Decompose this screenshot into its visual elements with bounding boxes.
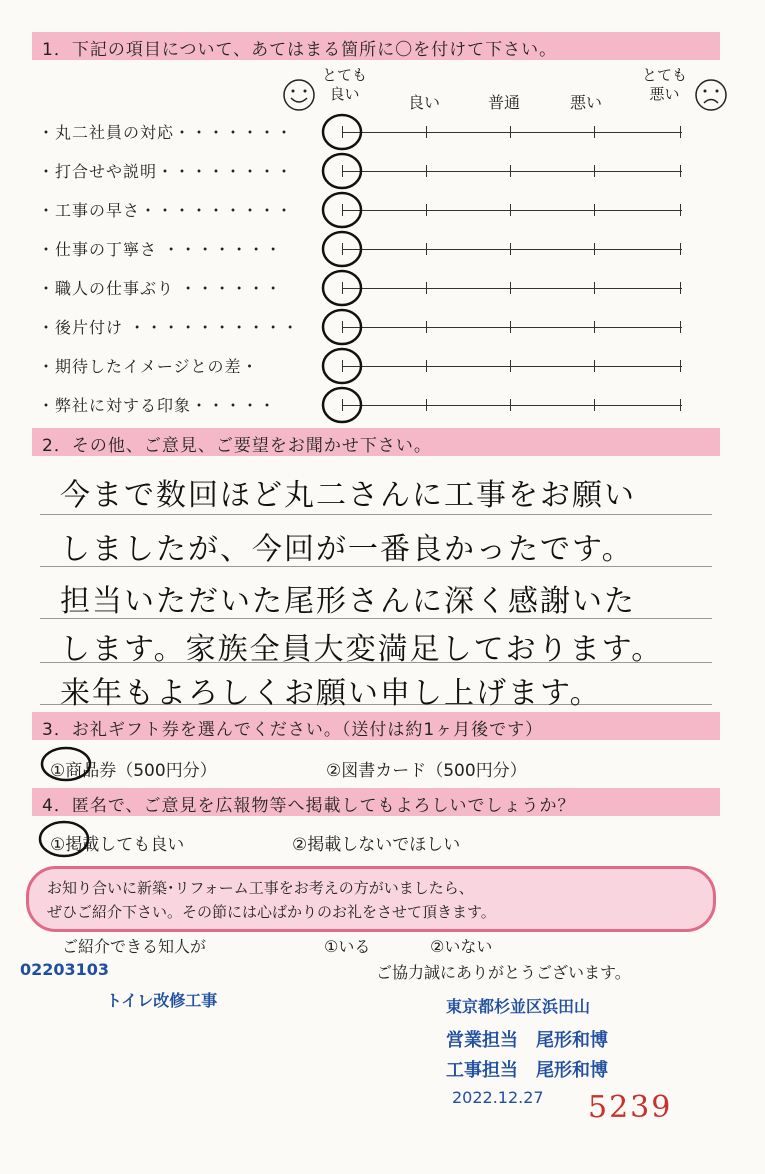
- rating-scale-line: [342, 249, 682, 250]
- rating-tick[interactable]: [680, 126, 681, 138]
- q2-band: [32, 428, 720, 456]
- rating-tick[interactable]: [510, 360, 511, 372]
- rating-tick[interactable]: [594, 204, 595, 216]
- scale-bad: 悪い: [570, 93, 603, 112]
- q3-heading: 3．お礼ギフト券を選んでください。（送付は約1ヶ月後です）: [42, 720, 544, 740]
- answer-line: 担当いただいた尾形さんに深く感謝いた: [60, 584, 636, 619]
- rating-selection-circle: [320, 346, 366, 386]
- rating-item-label: ・打合せや説明・・・・・・・・: [38, 162, 294, 181]
- notice-line-1: お知り合いに新築･リフォーム工事をお考えの方がいましたら、: [47, 879, 474, 897]
- rating-item-label: ・後片付け ・・・・・・・・・・: [38, 318, 300, 337]
- rating-tick[interactable]: [510, 399, 511, 411]
- rating-item-label: ・期待したイメージとの差・: [38, 357, 259, 376]
- work-type: トイレ改修工事: [106, 991, 218, 1010]
- date: 2022.12.27: [452, 1088, 544, 1107]
- rating-tick[interactable]: [510, 126, 511, 138]
- notice-box: [26, 866, 716, 932]
- smile-icon: [282, 78, 316, 112]
- ruled-line: [40, 514, 712, 515]
- rating-selection-circle: [320, 229, 366, 269]
- rating-tick[interactable]: [426, 126, 427, 138]
- rating-selection-circle: [320, 112, 366, 152]
- rating-scale-line: [342, 132, 682, 133]
- q2-heading: 2．その他、ご意見、ご要望をお聞かせ下さい。: [42, 436, 432, 456]
- rating-tick[interactable]: [594, 399, 595, 411]
- q3-option-2[interactable]: ②図書カード（500円分）: [326, 761, 527, 781]
- rating-tick[interactable]: [510, 204, 511, 216]
- rating-tick[interactable]: [680, 399, 681, 411]
- rating-item-label: ・丸二社員の対応・・・・・・・: [38, 123, 294, 142]
- rating-tick[interactable]: [680, 321, 681, 333]
- notice-line-2: ぜひご紹介下さい。その節には心ばかりのお礼をさせて頂きます。: [47, 903, 496, 921]
- rating-tick[interactable]: [680, 204, 681, 216]
- sheet-number: 5239: [588, 1090, 673, 1125]
- answer-line: しましたが、今回が一番良かったです。: [60, 532, 634, 567]
- rating-tick[interactable]: [510, 243, 511, 255]
- rating-scale-line: [342, 405, 682, 406]
- frown-icon: [694, 78, 728, 112]
- rating-tick[interactable]: [426, 399, 427, 411]
- referral-opt-1[interactable]: ①いる: [324, 937, 371, 956]
- rating-item-label: ・弊社に対する印象・・・・・: [38, 396, 277, 415]
- rating-tick[interactable]: [680, 243, 681, 255]
- rating-tick[interactable]: [680, 282, 681, 294]
- rating-selection-circle: [320, 307, 366, 347]
- rating-tick[interactable]: [426, 243, 427, 255]
- selection-circle: [38, 744, 98, 784]
- q3-option-1[interactable]: ①商品券（500円分）: [50, 761, 217, 781]
- rating-tick[interactable]: [594, 282, 595, 294]
- q3-band: [32, 712, 720, 740]
- q1-band: [32, 32, 720, 60]
- rating-tick[interactable]: [594, 360, 595, 372]
- rating-selection-circle: [320, 385, 366, 425]
- rating-item-label: ・仕事の丁寧さ ・・・・・・・: [38, 240, 283, 259]
- rating-scale-line: [342, 210, 682, 211]
- rating-tick[interactable]: [426, 165, 427, 177]
- answer-line: します。家族全員大変満足しております。: [60, 632, 664, 667]
- rating-tick[interactable]: [680, 360, 681, 372]
- rating-tick[interactable]: [426, 282, 427, 294]
- q4-option-1[interactable]: ①掲載しても良い: [50, 835, 185, 855]
- rating-selection-circle: [320, 190, 366, 230]
- rating-item-label: ・職人の仕事ぶり ・・・・・・: [38, 279, 283, 298]
- scale-very-good: とても 良い: [322, 66, 368, 103]
- rating-tick[interactable]: [510, 321, 511, 333]
- q4-heading: 4．匿名で、ご意見を広報物等へ掲載してもよろしいでしょうか？: [42, 796, 576, 816]
- construction-rep: 工事担当 尾形和博: [446, 1060, 608, 1081]
- sales-rep: 営業担当 尾形和博: [446, 1030, 608, 1051]
- q4-band: [32, 788, 720, 816]
- rating-tick[interactable]: [510, 282, 511, 294]
- selection-circle: [36, 818, 96, 860]
- rating-tick[interactable]: [594, 321, 595, 333]
- scale-neutral: 普通: [488, 93, 521, 112]
- rating-scale-line: [342, 366, 682, 367]
- q4-option-2[interactable]: ②掲載しないでほしい: [292, 835, 461, 855]
- thanks-text: ご協力誠にありがとうございます。: [376, 963, 631, 982]
- rating-tick[interactable]: [426, 321, 427, 333]
- scale-good: 良い: [408, 93, 441, 112]
- customer-id: 02203103: [20, 960, 110, 979]
- rating-tick[interactable]: [594, 243, 595, 255]
- rating-scale-line: [342, 327, 682, 328]
- rating-scale-line: [342, 288, 682, 289]
- rating-tick[interactable]: [426, 204, 427, 216]
- answer-line: 来年もよろしくお願い申し上げます。: [60, 676, 602, 711]
- rating-tick[interactable]: [594, 165, 595, 177]
- rating-tick[interactable]: [426, 360, 427, 372]
- rating-tick[interactable]: [510, 165, 511, 177]
- answer-line: 今まで数回ほど丸二さんに工事をお願い: [60, 478, 636, 513]
- q1-heading: 1．下記の項目について、あてはまる箇所に〇を付けて下さい。: [42, 40, 558, 60]
- rating-tick[interactable]: [594, 126, 595, 138]
- rating-tick[interactable]: [680, 165, 681, 177]
- rating-selection-circle: [320, 151, 366, 191]
- location: 東京都杉並区浜田山: [446, 997, 591, 1016]
- referral-opt-2[interactable]: ②いない: [430, 937, 493, 956]
- referral-label: ご紹介できる知人が: [62, 937, 207, 956]
- rating-item-label: ・工事の早さ・・・・・・・・・: [38, 201, 294, 220]
- rating-selection-circle: [320, 268, 366, 308]
- scale-very-bad: とても 悪い: [642, 66, 688, 103]
- rating-scale-line: [342, 171, 682, 172]
